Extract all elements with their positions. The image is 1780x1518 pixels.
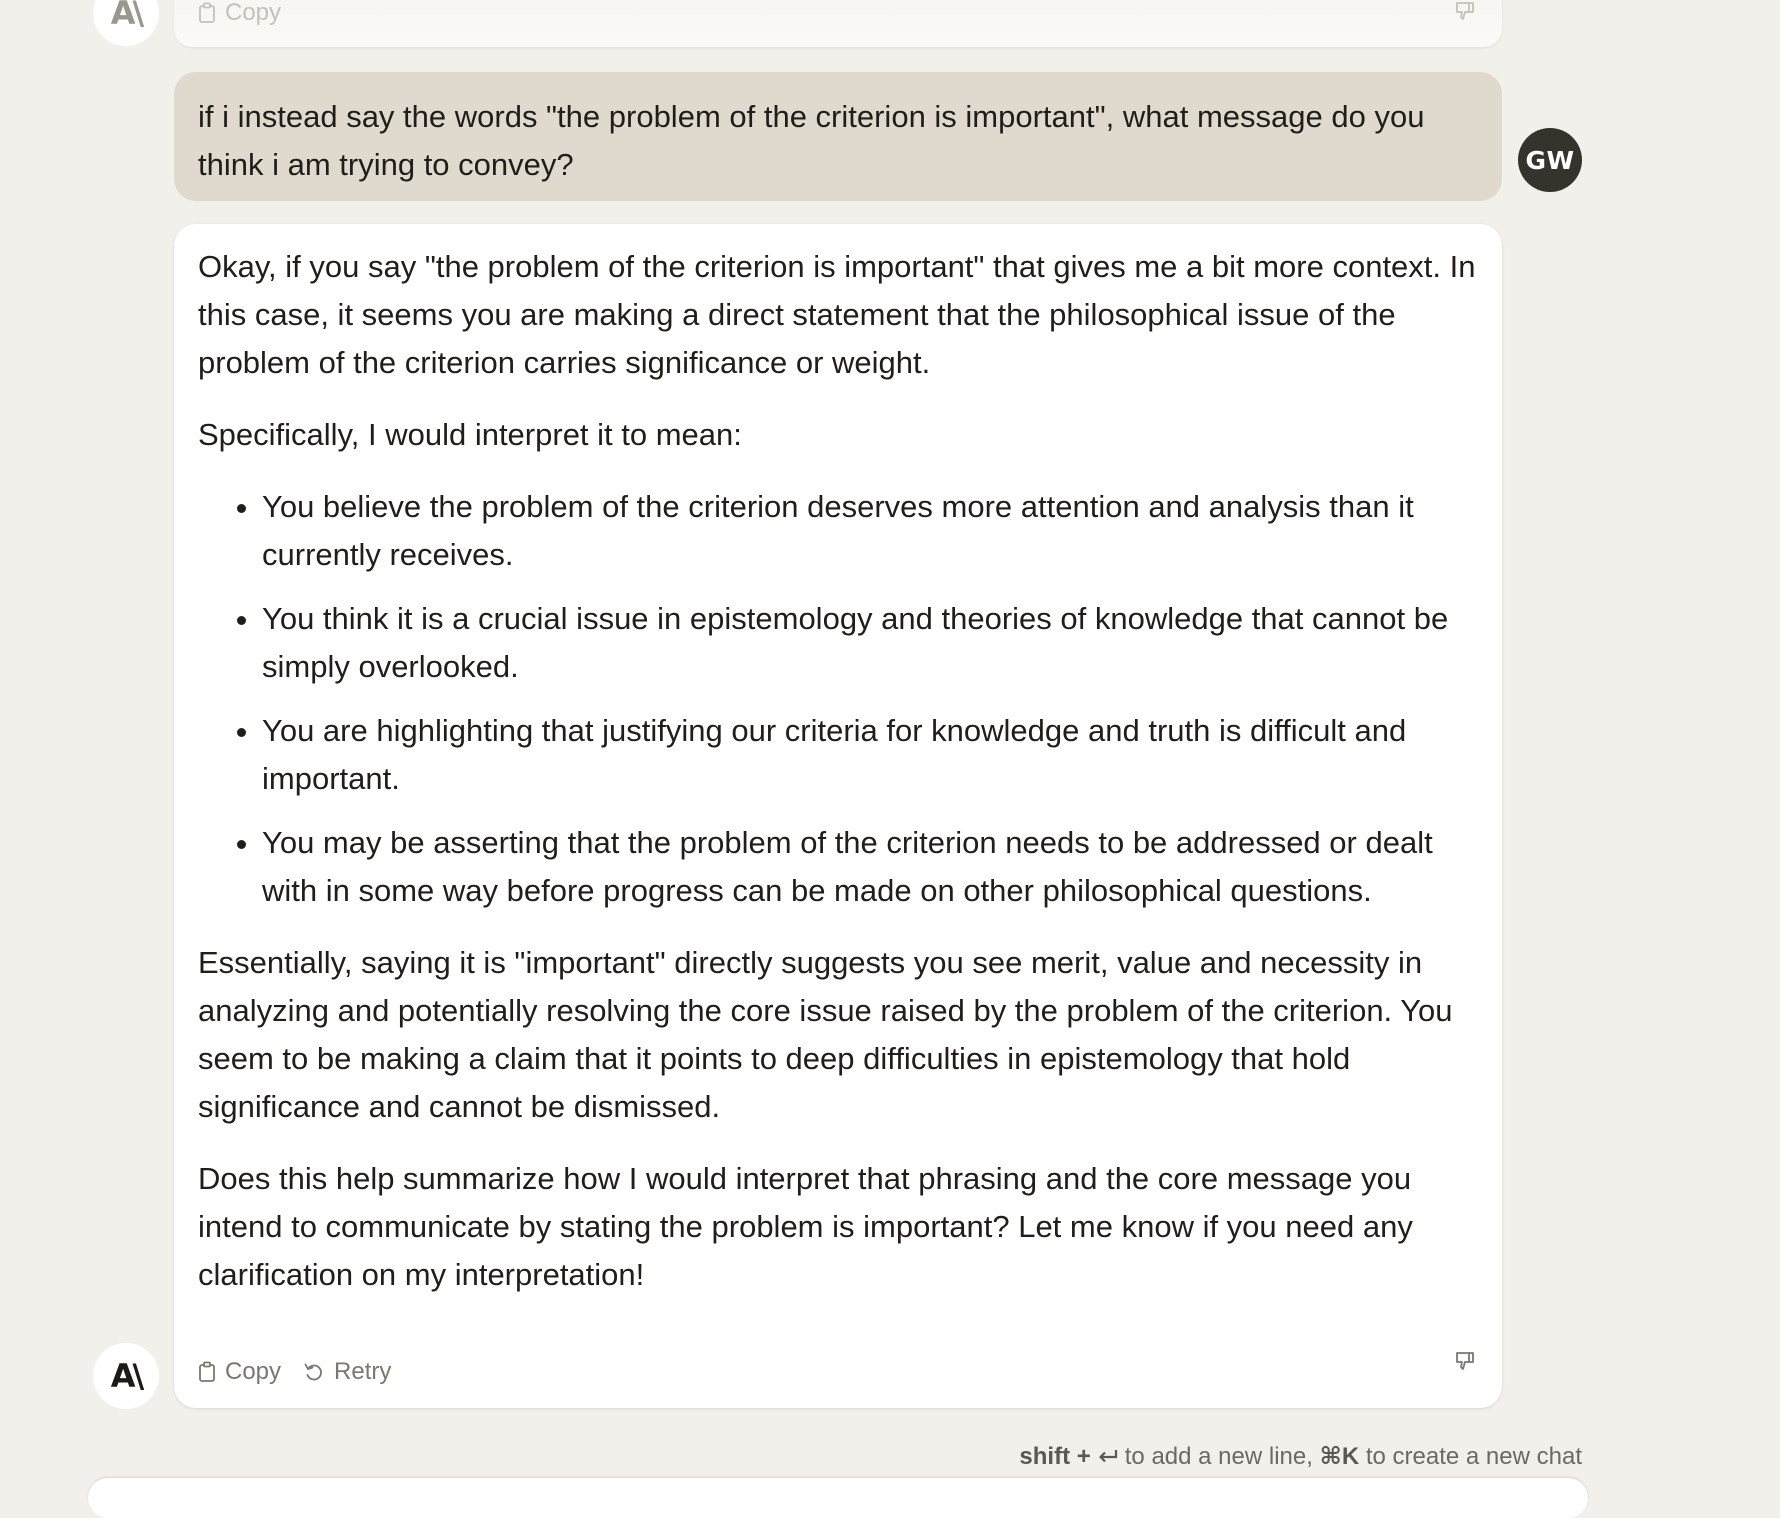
message-actions xyxy=(198,1348,413,1396)
previous-copy-label: Copy xyxy=(225,0,282,26)
retry-label: Retry xyxy=(334,1358,392,1385)
cmd-k-key-label: ⌘K xyxy=(1319,1443,1360,1470)
retry-icon xyxy=(303,1361,325,1383)
assistant-message-card xyxy=(174,224,1502,1408)
user-initials: GW xyxy=(1525,145,1575,175)
thumbs-down-button[interactable] xyxy=(1454,1338,1476,1386)
user-message-bubble xyxy=(174,72,1502,201)
user-message-text: if i instead say the words "the problem of the criterion is important", what message do you think i am trying to convey? xyxy=(198,99,1425,182)
copy-label: Copy xyxy=(225,1358,282,1385)
claude-logo: A\ xyxy=(110,1357,142,1395)
copy-button[interactable] xyxy=(198,1348,281,1396)
previous-message-actions xyxy=(198,0,303,27)
claude-avatar xyxy=(93,1343,159,1409)
response-paragraph: Does this help summarize how I would interpret that phrasing and the core message you intend to communicate by stating the problem is important? Let me know if you need any clarification on my interpretation! xyxy=(198,1161,1413,1292)
shift-key-label: shift + xyxy=(1019,1442,1091,1470)
hint-text-new-line: to add a new line, xyxy=(1124,1442,1313,1470)
message-composer[interactable] xyxy=(88,1478,1588,1518)
response-bullet-list xyxy=(198,483,1478,915)
response-bullet: • You think it is a crucial issue in epistemology and theories of knowledge that cannot be simply overlooked. xyxy=(262,595,1478,691)
retry-button[interactable] xyxy=(303,1348,391,1396)
clipboard-icon xyxy=(198,2,216,24)
thumbs-down-icon xyxy=(1454,0,1476,22)
response-paragraph: Specifically, I would interpret it to mean: xyxy=(198,417,742,452)
hint-text-new-chat: to create a new chat xyxy=(1365,1442,1582,1470)
claude-logo: A\ xyxy=(110,0,142,32)
thumbs-down-icon xyxy=(1454,1350,1476,1372)
previous-thumbs-down-button[interactable] xyxy=(1454,0,1476,27)
claude-avatar-previous xyxy=(93,0,159,46)
response-bullet: • You may be asserting that the problem of the criterion needs to be addressed or dealt with in some way before progress can be made on other philosophical questions. xyxy=(262,819,1478,915)
response-paragraph: Okay, if you say "the problem of the criterion is important" that gives me a bit more context. In this case, it seems you are making a direct statement that the philosophical issue of the problem of the criterion carries significance or weight. xyxy=(198,249,1476,380)
response-paragraph: Essentially, saying it is "important" directly suggests you see merit, value and necessity in analyzing and potentially resolving the core issue raised by the problem of the criterion. You seem to be making a claim that it points to deep difficulties in epistemology that hold significance and cannot be dismissed. xyxy=(198,945,1453,1124)
previous-copy-button[interactable] xyxy=(198,0,281,27)
composer-hint xyxy=(1019,1442,1582,1471)
user-avatar[interactable] xyxy=(1518,128,1582,192)
response-bullet: • You believe the problem of the criterion deserves more attention and analysis than it currently receives. xyxy=(262,483,1478,579)
previous-assistant-message xyxy=(174,0,1502,47)
clipboard-icon xyxy=(198,1361,216,1383)
response-bullet: • You are highlighting that justifying our criteria for knowledge and truth is difficult and important. xyxy=(262,707,1478,803)
enter-key-icon xyxy=(1097,1448,1119,1466)
